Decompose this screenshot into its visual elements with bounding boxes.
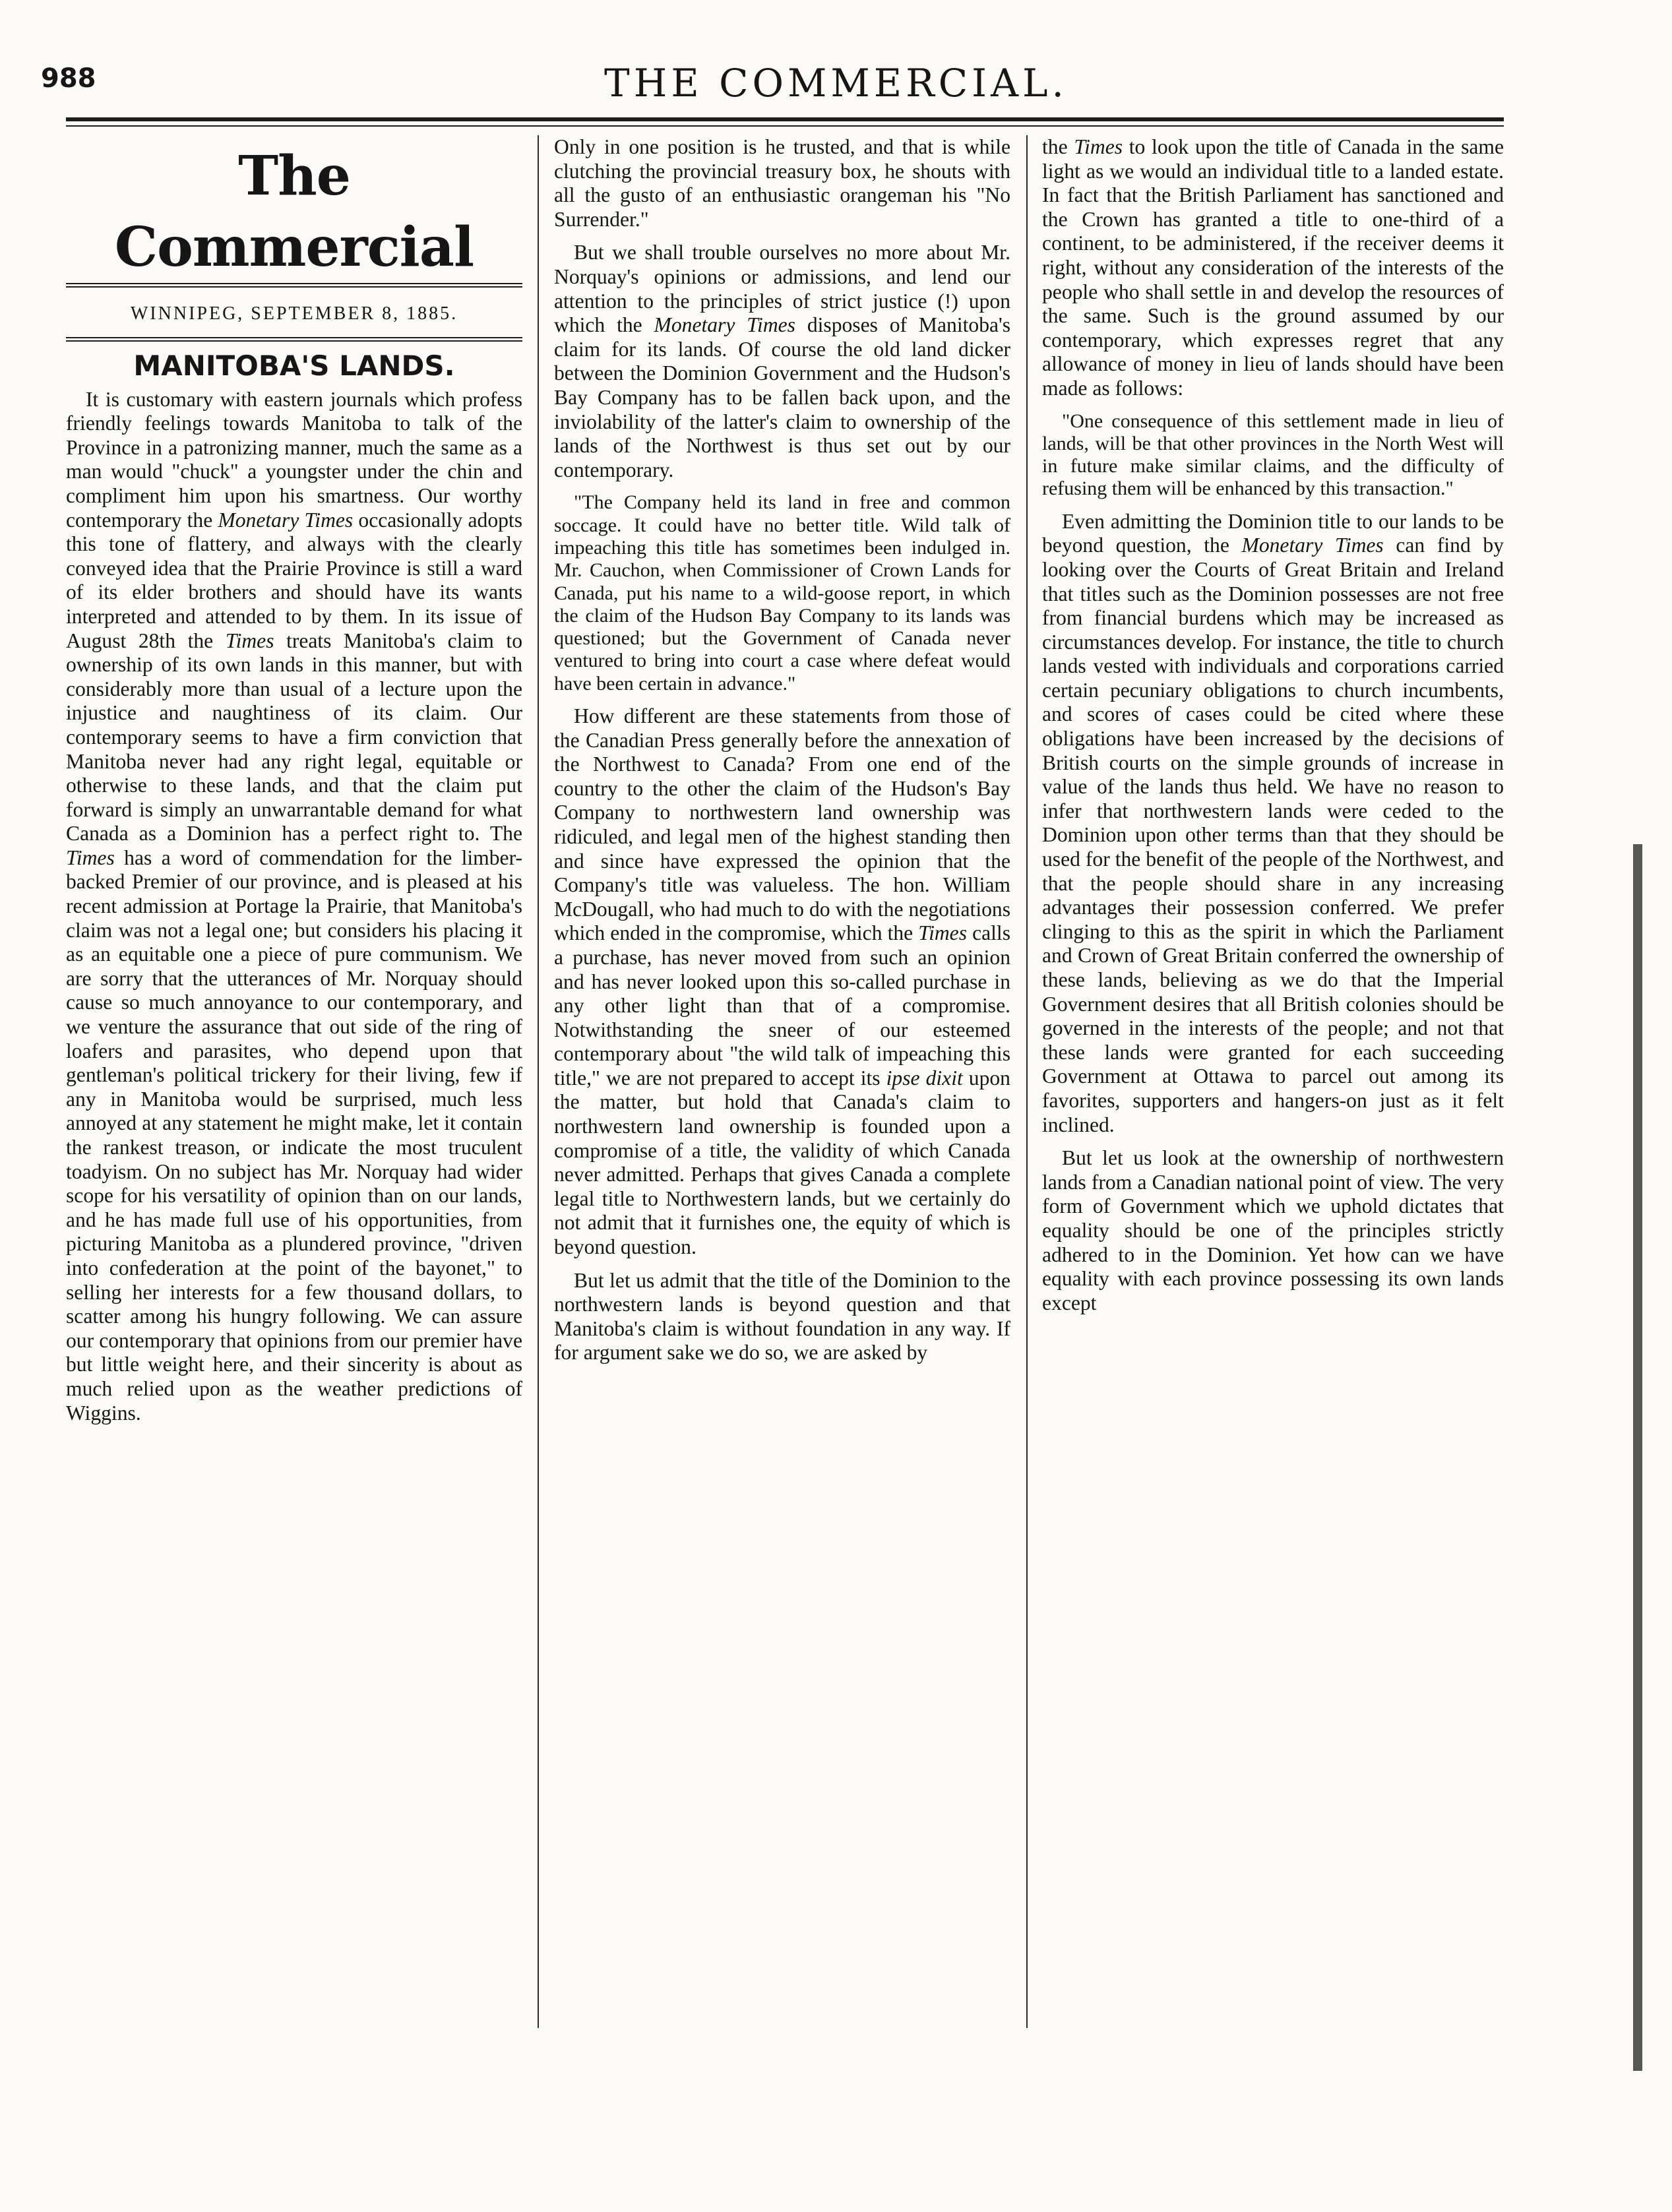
dateline-rule: [66, 337, 522, 342]
masthead-rule: [66, 283, 522, 288]
paragraph: It is customary with eastern journals which profess friendly feelings towards Manitoba to talk of the Province in a patronizing manner, much the same as a man would "chuck" a youngster under the chin and compliment him upon his smartness. Our worthy contemporary the Monetary Times occasionally adopts this tone of flattery, and always with the clearly conveyed idea that the Prairie Province is still a ward of its elder brothers and should have its wants interpreted and attended to by them. In its issue of August 28th the Times treats Manitoba's claim to ownership of its own lands in this manner, but with considerably more than usual of a lecture upon the injustice and naughtiness of its claim. Our contemporary seems to have a firm conviction that Manitoba never had any right legal, equitable or otherwise to these lands, and that the claim put forward is simply an unwarrantable demand for what Canada as a Dominion has a perfect right to. The Times has a word of commendation for the limber-backed Premier of our province, and is pleased at his recent admission at Portage la Prairie, that Manitoba's claim was not a legal one; but considers his placing it as an equitable one a piece of pure communism. We are sorry that the utterances of Mr. Norquay should cause so much annoyance to our contemporary, and we venture the assurance that out side of the ring of loafers and parasites, who depend upon that gentleman's political trickery for their living, few if any in Manitoba would be surprised, much less annoyed at any statement he might make, let it contain the rankest treason, or indicate the most truculent toadyism. On no subject has Mr. Norquay had wider scope for his versatility of opinion than on our lands, and he has made full use of his opportunities, from picturing Manitoba as a plundered province, "driven into confederation at the point of the bayonet," to selling her interests for a few thousand dollars, to scatter among his hungry following. We can assure our contemporary that opinions from our premier have but little weight here, and their sincerity is about as much relied upon as the weather predictions of Wiggins.: [66, 387, 522, 1425]
paragraph: But let us look at the ownership of northwestern lands from a Canadian national point of view. The very form of Government which we uphold dictates that equality should be one of the principles strictly adhered to in the Dominion. Yet how can we have equality with each province possessing its own lands except: [1042, 1146, 1504, 1314]
paragraph: But we shall trouble ourselves no more about Mr. Norquay's opinions or admissions, and lend our attention to the principles of strict justice (!) upon which the Monetary Times disposes of Manitoba's claim for its lands. Of course the old land dicker between the Dominion Government and the Hudson's Bay Company has to be fallen back upon, and the inviolability of the latter's claim to ownership of the lands of the Northwest is thus set out by our contemporary.: [554, 241, 1011, 481]
column-rule: [1026, 135, 1028, 2028]
page-edge-shadow: [1633, 844, 1642, 2071]
paragraph: How different are these statements from those of the Canadian Press generally before the annexation of the Northwest to Canada? From one end of the country to the other the claim of the Hudson's Bay Company to northwestern land ownership was ridiculed, and legal men of the highest standing then and since have expressed the opinion that the Company's title was valueless. The hon. William McDougall, who had much to do with the negotiations which ended in the compromise, which the Times calls a purchase, has never moved from such an opinion and has never looked upon this so-called purchase in any other light than that of a compromise. Notwithstanding the sneer of our esteemed contemporary about "the wild talk of impeaching this title," we are not prepared to accept its ipse dixit upon the matter, but hold that Canada's claim to northwestern land ownership is founded upon a compromise of a title, the validity of which Canada never admitted. Perhaps that gives Canada a complete legal title to Northwestern lands, but we certainly do not admit that it furnishes one, the equity of which is beyond question.: [554, 704, 1010, 1259]
paragraph: But let us admit that the title of the Dominion to the northwestern lands is beyond question and that Manitoba's claim is without foundation in any way. If for argument sake we do so, we are asked by: [554, 1268, 1010, 1365]
masthead-title: The Commercial: [114, 144, 474, 279]
column-2: [554, 135, 1010, 1365]
dateline: WINNIPEG, SEPTEMBER 8, 1885.: [130, 303, 458, 324]
paragraph: Even admitting the Dominion title to our lands to be beyond question, the Monetary Times can find by looking over the Courts of Great Britain and Ireland that titles such as the Dominion possesses are not free from financial burdens which may be increased as circumstances develop. For instance, the title to church lands vested with individuals and corporations carried certain pecuniary obligations to church incumbents, and scores of cases could be cited where these obligations have been increased by the decisions of British courts on the simple grounds of increase in value of the lands thus held. We have no reason to infer that northwestern lands were ceded to the Dominion upon other terms than that they should be used for the benefit of the people of the Northwest, and that the people should share in any increasing advantages their possession conferred. We prefer clinging to this as the spirit in which the Parliament and Crown of Great Britain conferred the ownership of these lands, believing as we do that the Imperial Government desires that all British colonies should be governed in the interests of the people; and not that these lands were granted for each succeeding Government at Ottawa to parcel out among its favorites, supporters and hangers-on just as it felt inclined.: [1042, 509, 1504, 1136]
paragraph: the Times to look upon the title of Canada in the same light as we would an individual title to a landed estate. In fact that the British Parliament has sanctioned and the Crown has granted a title to one-third of a continent, to be administered, if the receiver deems it right, without any consideration of the interests of the people who shall settle in and develop the resources of the same. Such is the ground assumed by our contemporary, which expresses regret that any allowance of money in lieu of lands should have been made as follows:: [1042, 135, 1504, 400]
block-quote: "One consequence of this settlement made in lieu of lands, will be that other provinces in the North West will in future make similar claims, and the difficulty of refusing them will be enhanced by this transaction.": [1042, 410, 1504, 500]
header-rule-thin: [66, 125, 1504, 127]
column-3: [1042, 135, 1504, 1315]
block-quote: "The Company held its land in free and common soccage. It could have no better title. Wild talk of impeaching this title has sometimes been indulged in. Mr. Cauchon, when Commissioner of Crown Lands for Canada, put his name to a wild-goose report, in which the claim of the Hudson Bay Company to its lands was questioned; but the Government of Canada never ventured to bring into court a case where defeat would have been certain in advance.": [554, 491, 1010, 694]
column-rule: [538, 135, 539, 2028]
paragraph: Only in one position is he trusted, and that is while clutching the provincial treasury box, he shouts with all the gusto of an enthusiastic orangeman his "No Surrender.": [554, 135, 1010, 231]
article-title: MANITOBA'S LANDS.: [133, 349, 455, 382]
page-number: 988: [41, 63, 96, 94]
header-rule: [66, 117, 1504, 121]
running-head: THE COMMERCIAL.: [604, 61, 1068, 106]
column-1: [66, 135, 522, 1425]
